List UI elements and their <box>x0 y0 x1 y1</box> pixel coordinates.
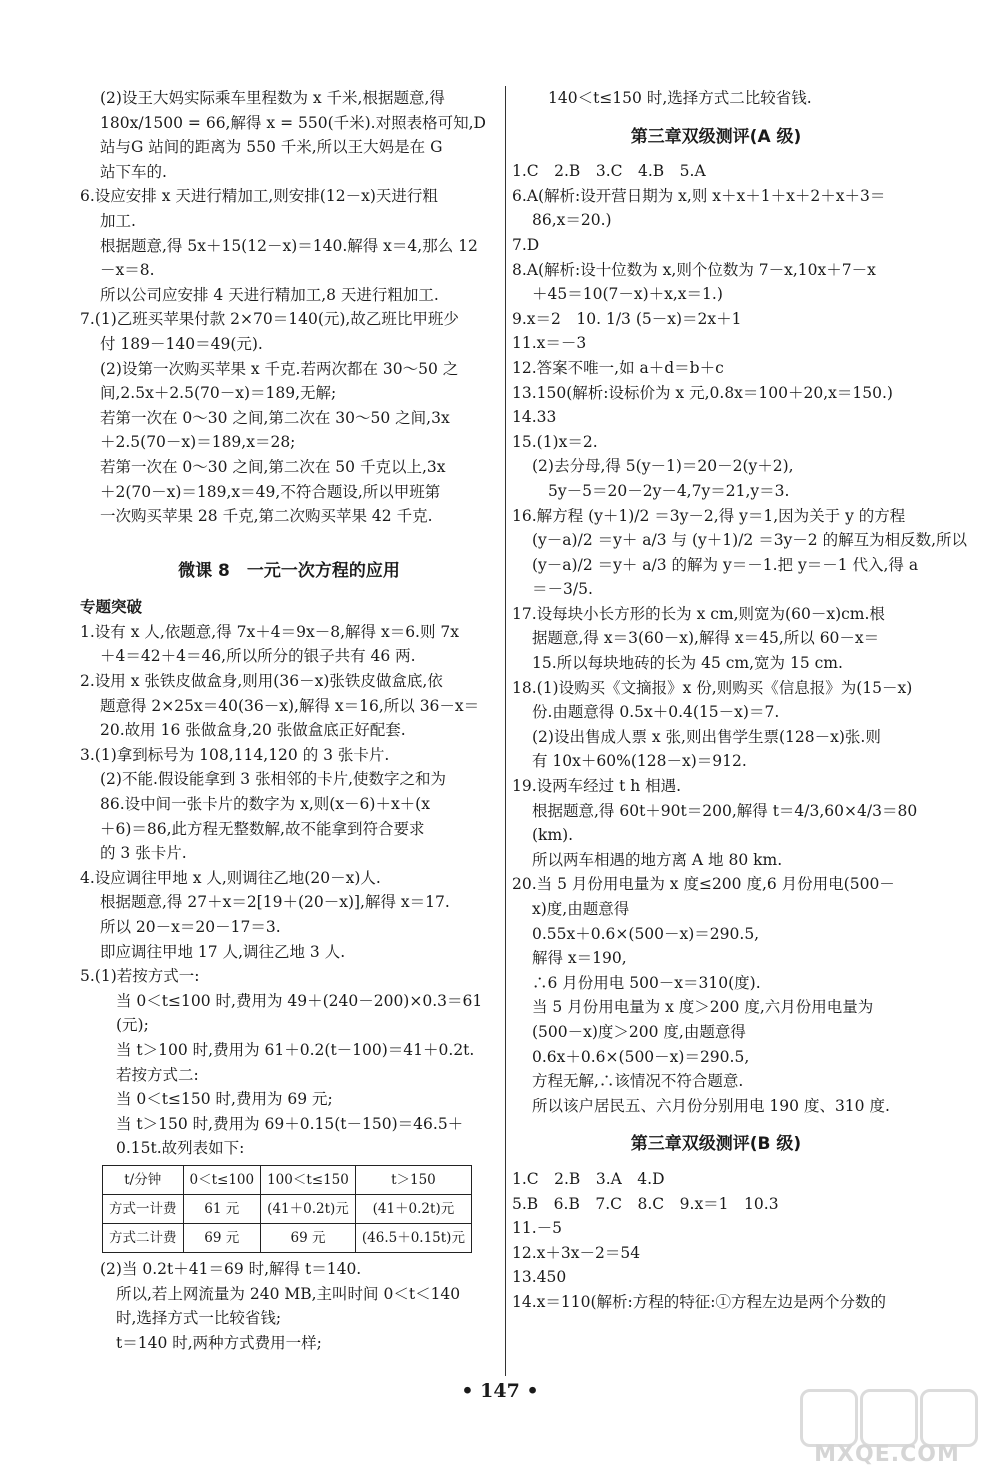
text-line: ＋2.5(70－x)＝189,x＝28; <box>100 433 296 452</box>
text-line: 间,2.5x＋2.5(70－x)＝189,无解; <box>100 384 337 403</box>
text-line: 据题意,得 x＝3(60－x),解得 x＝45,所以 60－x＝ <box>532 629 880 648</box>
text-line: 7.(1)乙班买苹果付款 2×70＝140(元),故乙班比甲班少 <box>80 310 459 329</box>
fee-table-header <box>103 1165 472 1194</box>
text-line: 当 0＜t≤150 时,费用为 69 元; <box>116 1090 333 1109</box>
text-line: 所以 20－x＝20－17＝3. <box>100 918 281 936</box>
text-line: ＋2(70－x)＝189,x＝49,不符合题设,所以甲班第 <box>100 482 441 501</box>
text-line: 5.(1)若按方式一: <box>80 967 200 986</box>
text-line: 一次购买苹果 28 千克,第二次购买苹果 42 千克. <box>100 507 433 526</box>
left-block-2 <box>80 620 498 1161</box>
fee-table-header-cell: t＞150 <box>355 1165 471 1194</box>
text-line: 6.A(解析:设开营日期为 x,则 x＋x＋1＋x＋2＋x＋3＝ <box>512 186 886 205</box>
text-line: 13.450 <box>512 1268 567 1287</box>
fee-table-header-cell: 0＜t≤100 <box>183 1165 261 1194</box>
text-line: 4.设应调往甲地 x 人,则调往乙地(20－x)人. <box>80 868 381 887</box>
text-line: 时,选择方式一比较省钱; <box>116 1309 282 1328</box>
left-column <box>80 86 498 1355</box>
text-line: 1.C 2.B 3.A 4.D <box>512 1169 665 1188</box>
text-line: 根据题意,得 60t＋90t＝200,解得 t＝4/3,60×4/3＝80 <box>532 801 918 820</box>
text-line: 站下车的. <box>100 162 167 181</box>
text-line: 根据题意,得 27＋x＝2[19＋(20－x)],解得 x＝17. <box>100 893 450 912</box>
text-line: 11.－5 <box>512 1219 563 1238</box>
text-line: (2)设王大妈实际乘车里程数为 x 千米,根据题意,得 <box>100 89 445 107</box>
fee-table-cell: (41＋0.2t)元 <box>261 1194 356 1223</box>
text-line: 题意得 2×25x＝40(36－x),解得 x＝16,所以 36－x＝ <box>100 696 480 715</box>
fee-table-header-cell: t/分钟 <box>103 1165 184 1194</box>
text-line: 7.D <box>512 235 540 254</box>
text-line: 当 t＞100 时,费用为 61＋0.2(t－100)＝41＋0.2t. <box>116 1040 475 1059</box>
text-line: 2.设用 x 张铁皮做盒身,则用(36－x)张铁皮做盒底,依 <box>80 672 443 691</box>
text-line: ＝－3/5. <box>532 580 593 599</box>
text-line: 86.设中间一张卡片的数字为 x,则(x－6)＋x＋(x <box>100 795 430 814</box>
right-block-1 <box>512 86 920 111</box>
text-line: ＋4＝42＋4＝46,所以所分的银子共有 46 两. <box>100 647 416 666</box>
text-line: 9.x＝2 10. 1/3 (5－x)＝2x＋1 <box>512 309 742 328</box>
text-line: 的 3 张卡片. <box>100 844 187 863</box>
watermark-logo <box>792 1385 982 1467</box>
text-line: 当 5 月份用电量为 x 度＞200 度,六月份用电量为 <box>532 998 874 1017</box>
text-line: 若按方式二: <box>116 1065 199 1084</box>
text-line: 12.x＋3x－2＝54 <box>512 1243 641 1262</box>
text-line: 份.由题意得 0.5x＋0.4(15－x)＝7. <box>532 703 780 722</box>
text-line: 15.(1)x＝2. <box>512 432 598 451</box>
text-line: 3.(1)拿到标号为 108,114,120 的 3 张卡片. <box>80 745 390 764</box>
text-line: 15.所以每块地砖的长为 45 cm,宽为 15 cm. <box>532 654 843 673</box>
text-line: 1.C 2.B 3.C 4.B 5.A <box>512 162 706 181</box>
text-line: －x＝8. <box>100 261 155 280</box>
fee-table-row <box>103 1223 472 1252</box>
subheading-special-topic: 专题突破 <box>80 598 143 617</box>
text-line: 方程无解,∴该情况不符合题意. <box>532 1072 744 1091</box>
text-line: 0.15t.故列表如下: <box>116 1139 245 1158</box>
text-line: 16.解方程 (y＋1)/2 ＝3y－2,得 y＝1,因为关于 y 的方程 <box>512 506 906 525</box>
right-block-3 <box>512 1167 920 1315</box>
column-divider <box>505 86 506 1376</box>
fee-table-cell: 方式一计费 <box>103 1194 184 1223</box>
fee-table-cell: 方式二计费 <box>103 1223 184 1252</box>
text-line: 86,x＝20.) <box>532 211 612 230</box>
text-line: (y－a)/2 ＝y＋ a/3 的解为 y＝－1.把 y＝－1 代入,得 a <box>532 555 919 574</box>
fee-table-cell: (46.5＋0.15t)元 <box>355 1223 471 1252</box>
text-line: 19.设两车经过 t h 相遇. <box>512 777 682 796</box>
fee-table-row <box>103 1194 472 1223</box>
text-line: 5.B 6.B 7.C 8.C 9.x＝1 10.3 <box>512 1194 779 1213</box>
fee-table-cell: 69 元 <box>261 1223 356 1252</box>
text-line: 6.设应安排 x 天进行精加工,则安排(12－x)天进行粗 <box>80 187 438 206</box>
section-title-chapter3-b: 第三章双级测评(B 级) <box>630 1134 802 1155</box>
section-title-chapter3-a: 第三章双级测评(A 级) <box>630 126 802 147</box>
page-number: • 147 • <box>461 1380 539 1402</box>
text-line: 所以该户居民五、六月份分别用电 190 度、310 度. <box>532 1096 890 1115</box>
text-line: (2)去分母,得 5(y－1)＝20－2(y＋2), <box>532 457 794 476</box>
text-line: 加工. <box>100 211 136 230</box>
fee-table-cell: 69 元 <box>183 1223 261 1252</box>
text-line: 13.150(解析:设标价为 x 元,0.8x＝100＋20,x＝150.) <box>512 383 893 402</box>
text-line: 12.答案不唯一,如 a＋d＝b＋c <box>512 358 724 377</box>
text-line: 20.当 5 月份用电量为 x 度≤200 度,6 月份用电(500－ <box>512 875 895 894</box>
text-line: (2)不能.假设能拿到 3 张相邻的卡片,使数字之和为 <box>100 770 447 789</box>
text-line: 付 189－140＝49(元). <box>100 334 263 353</box>
fee-table-header-cell: 100＜t≤150 <box>261 1165 356 1194</box>
text-line: 解得 x＝190, <box>532 949 627 968</box>
text-line: ∴6 月份用电 500－x＝310(度). <box>532 973 761 992</box>
right-column <box>512 86 968 1315</box>
text-line: 14.33 <box>512 408 557 427</box>
text-line: x)度,由题意得 <box>532 900 630 918</box>
text-line: 所以,若上网流量为 240 MB,主叫时间 0＜t＜140 <box>116 1284 461 1303</box>
text-line: ＋45＝10(7－x)＋x,x＝1.) <box>532 285 723 304</box>
text-line: 有 10x＋60%(128－x)＝912. <box>532 752 747 771</box>
text-line: 14.x＝110(解析:方程的特征:①方程左边是两个分数的 <box>512 1292 886 1311</box>
text-line: 11.x＝－3 <box>512 334 587 353</box>
text-line: 17.设每块小长方形的长为 x cm,则宽为(60－x)cm.根 <box>512 604 885 623</box>
text-line: 当 0＜t≤100 时,费用为 49＋(240－200)×0.3＝61 <box>116 991 483 1010</box>
fee-table-cell: (41＋0.2t)元 <box>355 1194 471 1223</box>
text-line: 1.设有 x 人,依题意,得 7x＋4＝9x－8,解得 x＝6.则 7x <box>80 622 460 641</box>
watermark-url: MXQE.COM <box>814 1442 960 1467</box>
text-line: 即应调往甲地 17 人,调往乙地 3 人. <box>100 942 346 961</box>
text-line: 0.6x＋0.6×(500－x)＝290.5, <box>532 1047 750 1066</box>
text-line: 140＜t≤150 时,选择方式二比较省钱. <box>548 89 812 107</box>
text-line: ＋6)＝86,此方程无整数解,故不能拿到符合要求 <box>100 819 425 838</box>
text-line: 根据题意,得 5x＋15(12－x)＝140.解得 x＝4,那么 12 <box>100 236 478 255</box>
text-line: 站与G 站间的距离为 550 千米,所以王大妈是在 G <box>100 138 443 157</box>
text-line: 若第一次在 0～30 之间,第二次在 50 千克以上,3x <box>100 457 446 476</box>
text-line: (km). <box>532 826 574 845</box>
text-line: 8.A(解析:设十位数为 x,则个位数为 7－x,10x＋7－x <box>512 260 876 279</box>
fee-table-cell: 61 元 <box>183 1194 261 1223</box>
text-line: t＝140 时,两种方式费用一样; <box>116 1333 322 1352</box>
text-line: 180x/1500 = 66,解得 x = 550(千米).对照表格可知,D <box>100 113 486 132</box>
text-line: 20.故用 16 张做盒身,20 张做盒底正好配套. <box>100 721 406 740</box>
left-block-3 <box>80 1257 498 1355</box>
text-line: 所以两车相遇的地方离 A 地 80 km. <box>532 850 783 869</box>
text-line: 18.(1)设购买《文摘报》x 份,则购买《信息报》为(15－x) <box>512 678 913 697</box>
text-line: 0.55x＋0.6×(500－x)＝290.5, <box>532 924 760 943</box>
text-line: 若第一次在 0～30 之间,第二次在 30～50 之间,3x <box>100 408 450 427</box>
text-line: 5y－5＝20－2y－4,7y＝21,y＝3. <box>548 481 790 500</box>
right-block-2 <box>512 159 968 1118</box>
text-line: (y－a)/2 ＝y＋ a/3 与 (y＋1)/2 ＝3y－2 的解互为相反数,所以 <box>532 531 968 550</box>
fee-table <box>102 1165 472 1253</box>
text-line: (2)设第一次购买苹果 x 千克.若两次都在 30～50 之 <box>100 359 459 378</box>
text-line: 所以公司应安排 4 天进行精加工,8 天进行粗加工. <box>100 285 439 304</box>
text-line: 当 t＞150 时,费用为 69＋0.15(t－150)＝46.5＋ <box>116 1114 464 1133</box>
text-line: (2)设出售成人票 x 张,则出售学生票(128－x)张.则 <box>532 727 881 746</box>
text-line: (500－x)度＞200 度,由题意得 <box>532 1022 746 1041</box>
left-block-1 <box>80 86 498 529</box>
text-line: (元); <box>116 1016 149 1035</box>
section-title-micro-lesson-8: 微课 8 一元一次方程的应用 <box>178 560 400 581</box>
text-line: (2)当 0.2t＋41＝69 时,解得 t＝140. <box>100 1259 362 1278</box>
